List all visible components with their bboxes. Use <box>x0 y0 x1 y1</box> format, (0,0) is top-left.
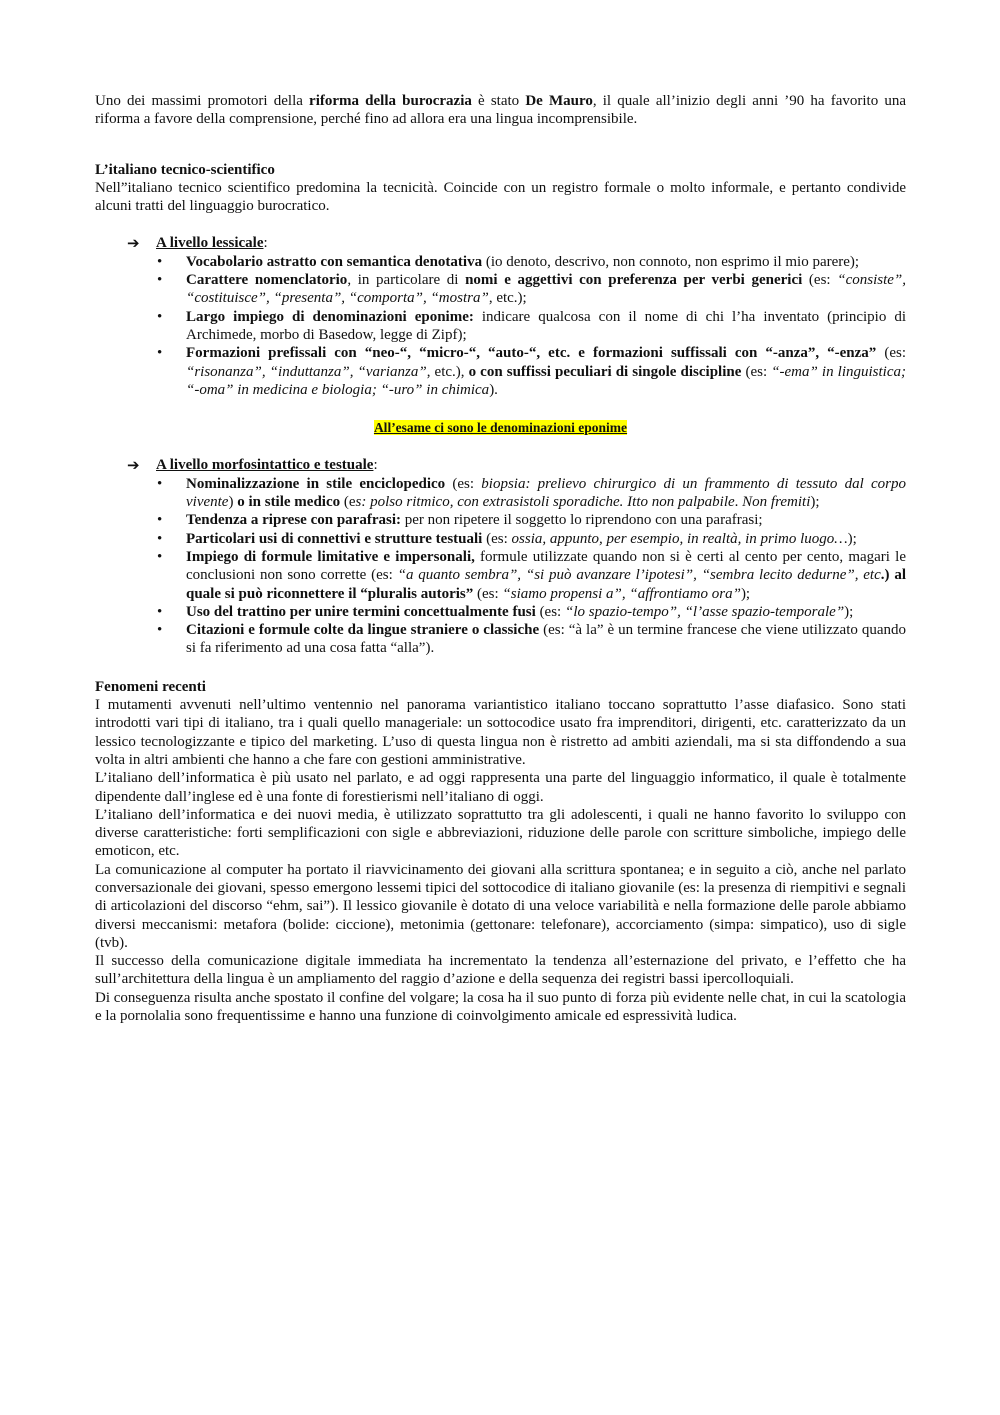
subheading-title: A livello lessicale <box>156 235 264 252</box>
bullet-icon: • <box>157 253 163 270</box>
item-bold: .) al quale si può riconnettere il “pluralis autoris” <box>186 567 907 602</box>
item-bold: Uso del trattino per unire termini concettualmente fusi <box>186 603 536 620</box>
section-heading: Fenomeni recenti <box>95 678 206 695</box>
item-bold: Formazioni prefissali con “neo-“, “micro-“, “auto-“, etc. e formazioni suffissali con “-anza”, “-enza” <box>186 345 877 362</box>
list-item <box>95 548 906 603</box>
item-text: . <box>734 494 743 511</box>
bullet-icon: • <box>157 345 163 362</box>
item-text: (es: <box>802 272 838 289</box>
item-text: ); <box>740 585 751 602</box>
item-text: (io denoto, descrivo, non connoto, non esprimo il mio parere); <box>482 253 860 270</box>
intro-text: , il quale all’inizio degli anni ’90 ha favorito una riforma a favore della comprensione, perché fino ad allora era una lingua incomprensibile. <box>95 93 906 128</box>
list-item <box>95 308 906 345</box>
subheading-morfosintattico <box>95 456 906 474</box>
item-text: per non ripetere il soggetto lo riprendono con una parafrasi; <box>401 512 763 529</box>
item-bold: Impiego di formule limitative e impersonali, <box>186 548 475 565</box>
bullet-icon: • <box>157 475 163 492</box>
intro-bold: riforma della burocrazia <box>309 93 472 109</box>
item-italic: ossia, appunto, per esempio, in realtà, in primo luogo… <box>511 530 848 547</box>
list-item <box>95 475 906 512</box>
bullet-icon: • <box>157 512 163 529</box>
arrow-right-icon: ➔ <box>127 456 140 475</box>
section-heading: L’italiano tecnico-scientifico <box>95 161 275 178</box>
item-bold: Largo impiego di denominazioni eponime: <box>186 308 474 325</box>
colon: : <box>263 235 268 252</box>
body-paragraph: Il successo della comunicazione digitale immediata ha incrementato la tendenza all’esternazione del privato, e l’effetto che ha sull’architettura della lingua è un ampliamento del raggio d’azione e della sequenza dei registri bassi ipercolloquiali. <box>95 953 906 988</box>
item-bold: o con suffissi peculiari di singole discipline <box>468 363 742 380</box>
item-italic: “consiste”, “costituisce”, “presenta”, “comporta”, “mostra” <box>186 272 906 307</box>
item-bold: Particolari usi di connettivi e strutture testuali <box>186 530 483 547</box>
colon: : <box>373 457 378 474</box>
intro-text: Uno dei massimi promotori della <box>95 93 310 109</box>
body-paragraph: Di conseguenza risulta anche spostato il confine del volgare; la cosa ha il suo punto di forza più evidente nelle chat, in cui la scatologia e la pornolalia sono frequentissime e hanno una funzione di coinvolgimento amicale ed espressività ludica. <box>95 989 906 1025</box>
item-text: (es: “à la” è un termine francese che viene utilizzato quando si fa riferimento ad una cosa fatta “alla”). <box>186 622 906 657</box>
subheading-lessicale <box>95 234 906 252</box>
item-bold: Vocabolario astratto con semantica denotativa <box>186 253 483 270</box>
body-paragraph: I mutamenti avvenuti nell’ultimo ventennio nel panorama variantistico italiano toccano soprattutto l’asse diafasico. Sono stati introdotti vari tipi di italiano, tra i quali quello manageriale: un sottocodice usato fra imprenditori, dirigenti, etc. caratterizzato da un lessico tecnologizzante e tipico del marketing. L’uso di questa lingua non è ristretto ad ambiti aziendali, ma si sta diffondendo a sua volta in altri ambienti che hanno a che fare con gestioni amministrative. <box>95 697 906 768</box>
item-text: ); <box>844 603 854 620</box>
item-italic: “a quanto sembra”, “si può avanzare l’ipotesi”, “sembra lecito dedurne”, etc <box>397 567 881 584</box>
item-bold: Nominalizzazione in stile enciclopedico <box>186 475 446 492</box>
bullet-icon: • <box>157 308 163 325</box>
list-item <box>95 603 906 621</box>
item-text: (es: <box>876 345 906 362</box>
arrow-right-icon: ➔ <box>127 234 140 253</box>
item-text: (e <box>340 494 356 511</box>
item-text: (es: <box>482 530 512 547</box>
bullet-icon: • <box>157 530 163 547</box>
item-text: ) <box>228 494 238 511</box>
bullet-icon: • <box>157 603 163 620</box>
item-text: ). <box>489 381 498 398</box>
item-italic: “risonanza”, “induttanza”, “varianza” <box>186 363 427 380</box>
body-paragraph: L’italiano dell’informatica e dei nuovi media, è utilizzato soprattutto tra gli adolescenti, i quali ne hanno favorito lo sviluppo con diverse caratteristiche: forti semplificazioni con sigle e abbreviazioni, riduzione delle parole con scritture simboliche, impiego delle emoticon, etc. <box>95 806 906 860</box>
item-text: (es: <box>445 475 482 492</box>
item-italic: “siamo propensi a”, “affrontiamo ora” <box>502 585 741 602</box>
subheading-title: A livello morfosintattico e testuale <box>156 457 374 474</box>
item-text: (es: <box>741 363 772 380</box>
item-text: indicare qualcosa con il nome di chi l’ha inventato (principio di Archimede, morbo di Basedow, legge di Zipf); <box>186 308 906 343</box>
item-bold: o in stile medico <box>237 494 341 511</box>
intro-paragraph <box>95 92 906 129</box>
body-paragraph: La comunicazione al computer ha portato il riavvicinamento dei giovani alla scrittura spontanea; e in seguito a ciò, anche nel parlato conversazionale dei giovani, spesso emergono lessemi tipici del sottocodice di italiano giovanile (es: la presenza di riempitivi e segnali di articolazioni del discorso “ehm, sai”). Il lessico giovanile è dotato di una veloce variabilità e nella formazione delle parole abbiamo diversi meccanismi: metafora (bolide: ciccione), metonimia (gettonare: telefonare), accorciamento (simpa: simpatico), uso di sigle (tvb). <box>95 861 906 951</box>
highlight-note-wrap <box>95 419 906 437</box>
item-italic: s: polso ritmico, con extrasistoli sporadiche. Itto non palpabile <box>355 494 735 511</box>
bullet-icon: • <box>157 548 163 565</box>
item-text: ); <box>847 530 857 547</box>
list-item <box>95 530 906 548</box>
lessicale-list <box>95 253 906 399</box>
highlight-note: All’esame ci sono le denominazioni eponime <box>373 420 628 436</box>
item-text: (es: <box>473 585 503 602</box>
item-text: , in particolare di <box>347 272 466 289</box>
item-text: formule utilizzate quando non si è certi al cento per cento, magari le conclusioni non sono corrette (es: <box>186 548 906 584</box>
bullet-icon: • <box>157 272 163 289</box>
section-paragraph: Nell”italiano tecnico scientifico predomina la tecnicità. Coincide con un registro formale o molto informale, e pertanto condivide alcuni tratti del linguaggio burocratico. <box>95 179 906 215</box>
body-paragraph: L’italiano dell’informatica è più usato nel parlato, e ad oggi rappresenta una parte del linguaggio informatico, il quale è totalmente dipendente dall’inglese ed è una fonte di forestierismi nell’italiano di oggi. <box>95 770 906 805</box>
list-item <box>95 511 906 529</box>
item-text: ); <box>810 494 820 511</box>
item-italic: Non fremiti <box>742 494 811 511</box>
intro-bold: De Mauro <box>525 93 593 109</box>
item-bold: Citazioni e formule colte da lingue straniere o classiche <box>186 622 540 639</box>
list-item <box>95 621 906 658</box>
item-bold: Tendenza a riprese con parafrasi: <box>186 512 401 529</box>
item-bold: nomi e aggettivi con preferenza per verbi generici <box>465 272 803 289</box>
intro-text: è stato <box>471 93 526 109</box>
list-item <box>95 344 906 399</box>
list-item <box>95 271 906 308</box>
item-italic: “lo spazio-tempo”, “l’asse spazio-temporale” <box>564 603 845 620</box>
item-italic: biopsia: prelievo chirurgico di un frammento di tessuto dal corpo vivente <box>186 475 907 511</box>
bullet-icon: • <box>157 622 163 639</box>
item-text: (es: <box>535 603 565 620</box>
list-item <box>95 253 906 271</box>
item-text: , etc.), <box>426 363 469 380</box>
item-text: , etc.); <box>488 290 527 307</box>
morfo-list <box>95 475 906 658</box>
item-italic: “-ema” in linguistica; “-oma” in medicina e biologia; “-uro” in chimica <box>186 363 906 398</box>
item-bold: Carattere nomenclatorio <box>186 272 348 289</box>
